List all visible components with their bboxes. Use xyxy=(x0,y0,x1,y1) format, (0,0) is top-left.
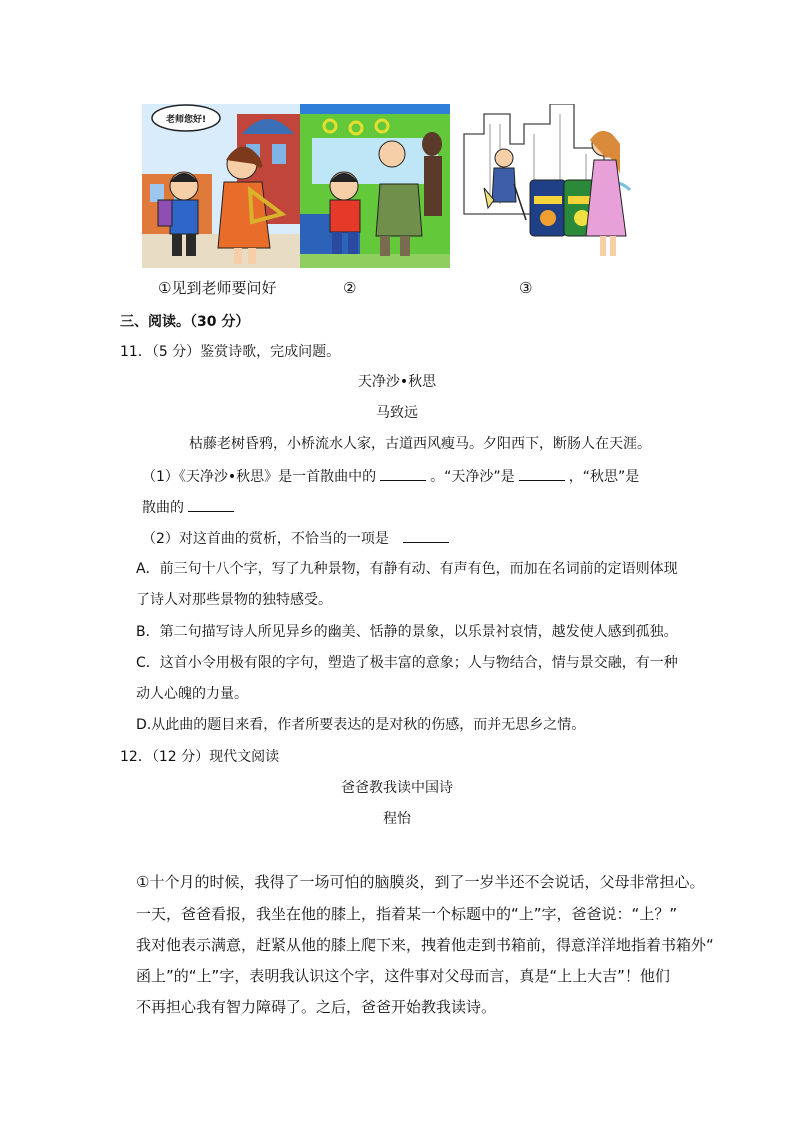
option-a-line1: A．前三句十八个字，写了九种景物，有静有动、有声有色，而加在名词前的定语则体现 xyxy=(136,561,678,577)
q11-sub1-part-d: 散曲的 xyxy=(142,500,184,516)
answer-blank-3[interactable] xyxy=(188,497,234,512)
give-seat-drawing xyxy=(300,104,450,268)
option-c-line2: 动人心魄的力量。 xyxy=(136,686,248,702)
illustration-give-seat xyxy=(300,104,450,268)
article-para1-line2: 一天，爸爸看报，我坐在他的膝上，指着某一个标题中的“上”字，爸爸说：“上？” xyxy=(136,905,678,923)
caption-2: ② xyxy=(343,279,357,297)
answer-blank-1[interactable] xyxy=(380,466,426,481)
poem-text: 枯藤老树昏鸦，小桥流水人家，古道西风瘦马。夕阳西下，断肠人在天涯。 xyxy=(189,436,651,452)
q11-sub2-line xyxy=(142,528,453,549)
garbage-sorting-drawing xyxy=(454,104,636,268)
article-para1-line5: 不再担心我有智力障碍了。之后，爸爸开始教我读诗。 xyxy=(136,998,497,1016)
article-para1-line4: 函上”的“上”字，表明我认识这个字，这件事对父母而言，真是“上上大吉”！他们 xyxy=(136,967,670,985)
q11-sub1-part-a: （1）《天净沙•秋思》是一首散曲中的 xyxy=(142,469,377,485)
option-d: D.从此曲的题目来看，作者所要表达的是对秋的伤感，而并无思乡之情。 xyxy=(136,717,586,733)
caption-greet-teacher: ①见到老师要问好 xyxy=(158,279,277,297)
q11-sub1-part-b: 。“天净沙”是 xyxy=(430,469,515,485)
illustration-garbage-sorting xyxy=(454,104,636,268)
poem-author: 马致远 xyxy=(376,405,418,421)
option-b: B．第二句描写诗人所见异乡的幽美、恬静的景象，以乐景衬哀情，越发使人感到孤独。 xyxy=(136,624,678,640)
answer-blank-2[interactable] xyxy=(519,466,565,481)
speech-bubble-text: 老师您好! xyxy=(165,115,207,125)
greet-teacher-drawing xyxy=(142,104,300,268)
article-author: 程怡 xyxy=(383,811,411,827)
answer-blank-4[interactable] xyxy=(403,528,449,543)
section-title-reading: 三、阅读。（30 分） xyxy=(120,314,250,330)
article-para1-line3: 我对他表示满意，赶紧从他的膝上爬下来，拽着他走到书箱前，得意洋洋地指着书箱外“ xyxy=(136,936,714,954)
option-a-line2: 了诗人对那些景物的独特感受。 xyxy=(136,592,332,608)
caption-3: ③ xyxy=(519,279,533,297)
q11-sub1-line1 xyxy=(142,466,639,487)
article-para1-line1: ①十个月的时候，我得了一场可怕的脑膜炎，到了一岁半还不会说话，父母非常担心。 xyxy=(136,873,705,891)
question-11-intro: 11．（5 分）鉴赏诗歌，完成问题。 xyxy=(120,344,341,360)
question-12-intro: 12．（12 分）现代文阅读 xyxy=(120,749,280,765)
q11-sub1-part-c: ，“秋思”是 xyxy=(568,469,640,485)
q11-sub2-text: （2）对这首曲的赏析，不恰当的一项是 xyxy=(142,531,389,547)
option-c-line1: C．这首小令用极有限的字句，塑造了极丰富的意象；人与物结合，情与景交融，有一种 xyxy=(136,655,678,671)
article-title: 爸爸教我读中国诗 xyxy=(341,780,453,796)
poem-title: 天净沙•秋思 xyxy=(357,374,437,390)
q11-sub1-line2 xyxy=(142,497,238,518)
illustration-greet-teacher xyxy=(142,104,300,268)
